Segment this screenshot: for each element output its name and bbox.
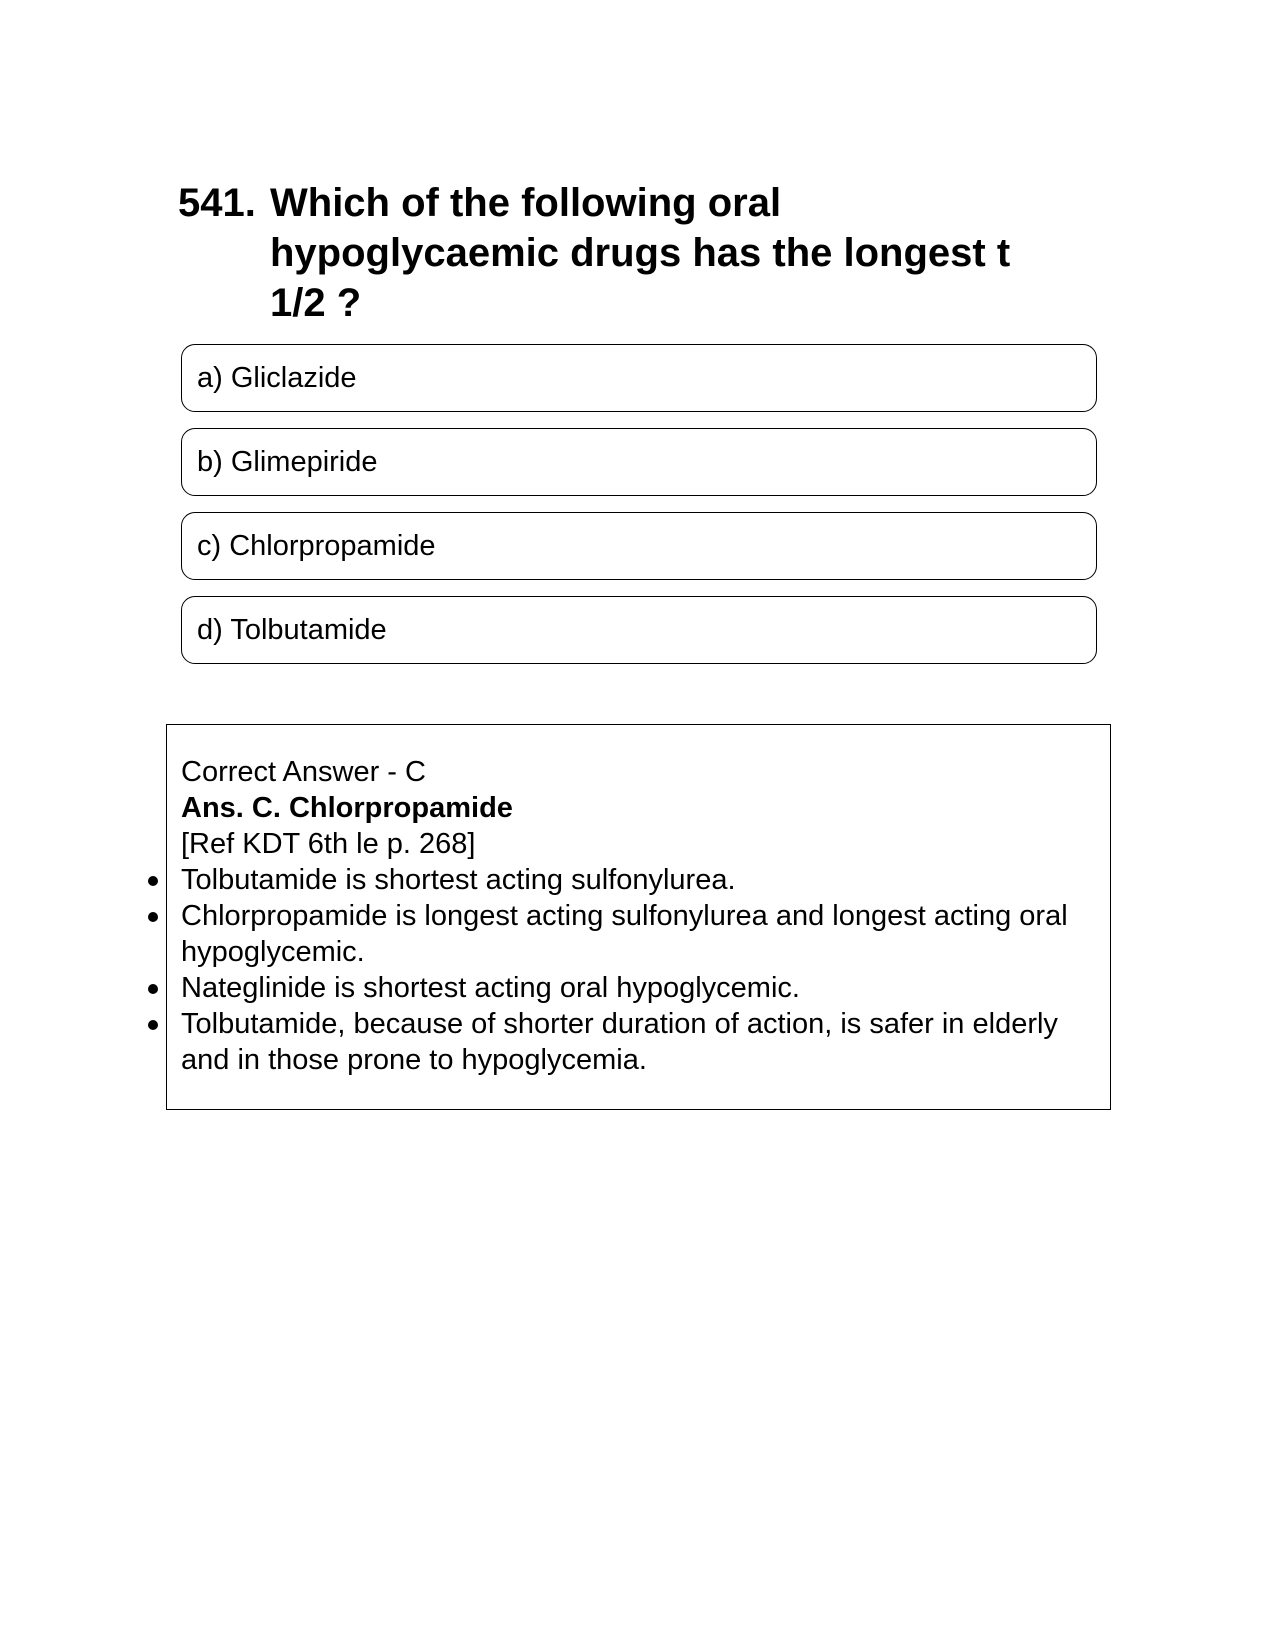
- question-number: 541.: [178, 181, 256, 225]
- explanation-text: Tolbutamide is shortest acting sulfonylurea.: [181, 864, 736, 896]
- explanation-item: [181, 862, 1101, 898]
- question-heading: [178, 178, 1078, 328]
- options-list: [181, 344, 1097, 680]
- bullet-icon: [148, 876, 158, 886]
- option-c[interactable]: c) Chlorpropamide: [181, 512, 1097, 580]
- explanation-list: [181, 862, 1101, 1078]
- option-a[interactable]: a) Gliclazide: [181, 344, 1097, 412]
- explanation-text: Chlorpropamide is longest acting sulfonylurea and longest acting oral hypoglycemic.: [181, 900, 1068, 968]
- option-b[interactable]: b) Glimepiride: [181, 428, 1097, 496]
- correct-answer-line: Correct Answer - C: [181, 756, 426, 788]
- answer-reference: [Ref KDT 6th le p. 268]: [181, 828, 476, 860]
- explanation-text: Tolbutamide, because of shorter duration of action, is safer in elderly and in those prone to hypoglycemia.: [181, 1008, 1058, 1076]
- answer-content: [181, 754, 1101, 1078]
- bullet-icon: [148, 984, 158, 994]
- answer-heading: Ans. C. Chlorpropamide: [181, 792, 513, 824]
- option-d[interactable]: d) Tolbutamide: [181, 596, 1097, 664]
- explanation-item: [181, 1006, 1101, 1078]
- explanation-item: [181, 970, 1101, 1006]
- bullet-icon: [148, 912, 158, 922]
- explanation-item: [181, 898, 1101, 970]
- question-text: Which of the following oral hypoglycaemic drugs has the longest t 1/2 ?: [270, 181, 1011, 325]
- explanation-text: Nateglinide is shortest acting oral hypoglycemic.: [181, 972, 800, 1004]
- bullet-icon: [148, 1020, 158, 1030]
